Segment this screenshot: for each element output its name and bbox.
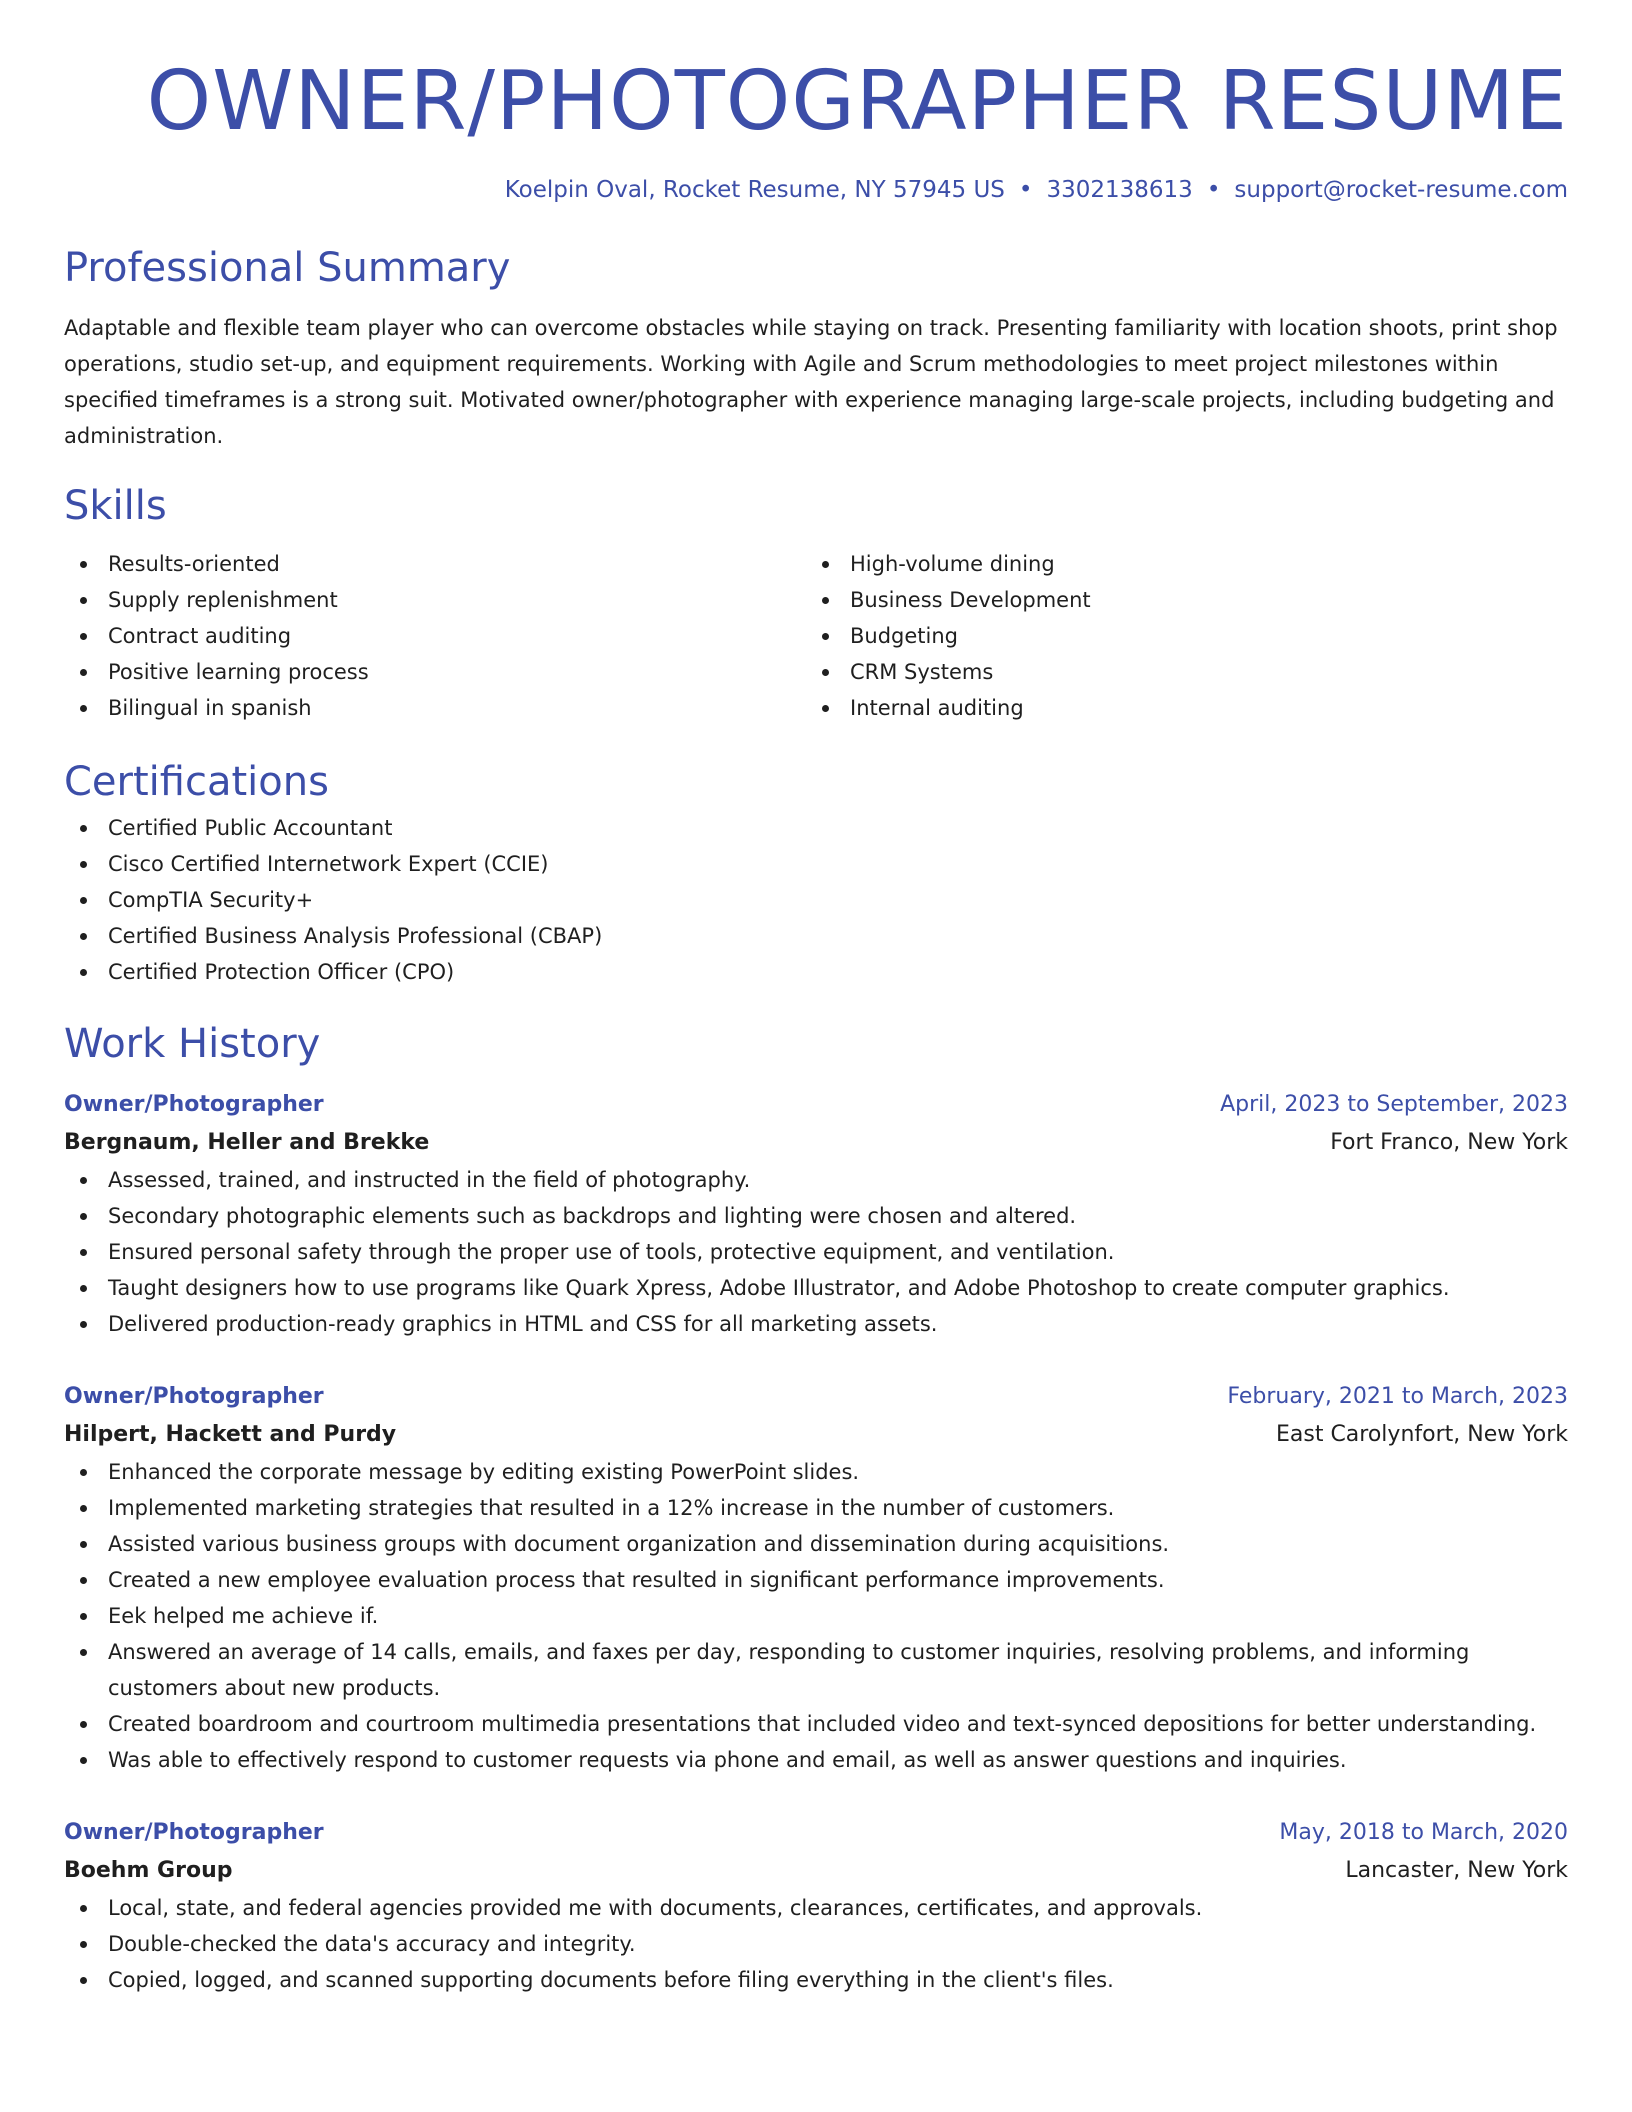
job-entry	[64, 1378, 1568, 1778]
skill-item: Results-oriented	[64, 546, 806, 582]
certifications-list	[64, 810, 1568, 990]
certification-item: Certified Public Accountant	[64, 810, 1568, 846]
skill-item: Positive learning process	[64, 654, 806, 690]
bullet-icon	[80, 1249, 87, 1256]
skill-item: High-volume dining	[806, 546, 1548, 582]
skill-item: Budgeting	[806, 618, 1548, 654]
bullet-icon	[80, 1469, 87, 1476]
skills-columns	[64, 546, 1568, 726]
job-duty-item: Answered an average of 14 calls, emails, and faxes per day, responding to customer inquiries, resolving problems, and informing customers about new products.	[64, 1634, 1568, 1706]
job-duty-item: Eek helped me achieve if.	[64, 1598, 1568, 1634]
resume-title: OWNER/PHOTOGRAPHER RESUME	[146, 54, 1568, 149]
job-location: Fort Franco, New York	[1330, 1130, 1568, 1155]
skill-item: Contract auditing	[64, 618, 806, 654]
skills-column-right	[806, 546, 1548, 726]
job-location: East Carolynfort, New York	[1275, 1422, 1568, 1447]
certification-item: Cisco Certified Internetwork Expert (CCIE)	[64, 846, 1568, 882]
job-dates: February, 2021 to March, 2023	[1227, 1384, 1568, 1409]
job-duty-item: Implemented marketing strategies that resulted in a 12% increase in the number of customers.	[64, 1490, 1568, 1526]
bullet-icon	[80, 633, 87, 640]
bullet-icon	[80, 669, 87, 676]
bullet-icon	[822, 597, 829, 604]
job-header-row	[64, 1378, 1568, 1416]
bullet-icon	[80, 1321, 87, 1328]
contact-separator: •	[1018, 177, 1033, 203]
certification-item: Certified Business Analysis Professional (CBAP)	[64, 918, 1568, 954]
job-company: Bergnaum, Heller and Brekke	[64, 1130, 430, 1155]
job-duty-item: Assisted various business groups with document organization and dissemination during acquisitions.	[64, 1526, 1568, 1562]
bullet-icon	[80, 1941, 87, 1948]
resume-page	[64, 0, 1568, 1998]
work-history-heading: Work History	[64, 1021, 321, 1067]
bullet-icon	[80, 1505, 87, 1512]
job-company-row	[64, 1416, 1568, 1454]
bullet-icon	[80, 1541, 87, 1548]
job-entry	[64, 1814, 1568, 1998]
job-duty-item: Assessed, trained, and instructed in the field of photography.	[64, 1162, 1568, 1198]
bullet-icon	[822, 561, 829, 568]
job-duty-item: Taught designers how to use programs like Quark Xpress, Adobe Illustrator, and Adobe Photoshop to create computer graphics.	[64, 1270, 1568, 1306]
bullet-icon	[80, 1977, 87, 1984]
job-location: Lancaster, New York	[1345, 1858, 1568, 1883]
skill-item: Internal auditing	[806, 690, 1548, 726]
bullet-icon	[80, 1177, 87, 1184]
skills-list-left	[64, 546, 806, 726]
job-duty-item: Created boardroom and courtroom multimedia presentations that included video and text-synced depositions for better understanding.	[64, 1706, 1568, 1742]
job-duties-list	[64, 1890, 1568, 1998]
job-duty-item: Secondary photographic elements such as backdrops and lighting were chosen and altered.	[64, 1198, 1568, 1234]
bullet-icon	[80, 705, 87, 712]
summary-heading: Professional Summary	[64, 245, 511, 291]
job-company: Boehm Group	[64, 1858, 233, 1883]
contact-phone[interactable]: 3302138613	[1046, 177, 1193, 203]
job-duties-list	[64, 1454, 1568, 1778]
job-dates: May, 2018 to March, 2020	[1279, 1820, 1568, 1845]
bullet-icon	[80, 897, 87, 904]
job-company-row	[64, 1124, 1568, 1162]
certifications-heading: Certifications	[64, 759, 329, 805]
contact-email[interactable]: support@rocket-resume.com	[1234, 177, 1568, 203]
job-title: Owner/Photographer	[64, 1384, 324, 1409]
bullet-icon	[80, 561, 87, 568]
skill-item: CRM Systems	[806, 654, 1548, 690]
certification-item: Certified Protection Officer (CPO)	[64, 954, 1568, 990]
job-duty-item: Created a new employee evaluation process that resulted in significant performance improvements.	[64, 1562, 1568, 1598]
bullet-icon	[80, 1285, 87, 1292]
bullet-icon	[80, 597, 87, 604]
job-duties-list	[64, 1162, 1568, 1342]
job-company: Hilpert, Hackett and Purdy	[64, 1422, 397, 1447]
skills-heading: Skills	[64, 483, 167, 529]
job-duty-item: Delivered production-ready graphics in HTML and CSS for all marketing assets.	[64, 1306, 1568, 1342]
job-header-row	[64, 1086, 1568, 1124]
certification-item: CompTIA Security+	[64, 882, 1568, 918]
bullet-icon	[822, 633, 829, 640]
bullet-icon	[822, 705, 829, 712]
job-entry	[64, 1086, 1568, 1342]
job-dates: April, 2023 to September, 2023	[1220, 1092, 1568, 1117]
contact-separator: •	[1206, 177, 1221, 203]
bullet-icon	[80, 1721, 87, 1728]
job-title: Owner/Photographer	[64, 1092, 324, 1117]
job-duty-item: Double-checked the data's accuracy and integrity.	[64, 1926, 1568, 1962]
skill-item: Business Development	[806, 582, 1548, 618]
contact-line	[64, 174, 1568, 206]
skill-item: Bilingual in spanish	[64, 690, 806, 726]
bullet-icon	[80, 1577, 87, 1584]
bullet-icon	[80, 933, 87, 940]
bullet-icon	[80, 1905, 87, 1912]
bullet-icon	[80, 861, 87, 868]
contact-address: Koelpin Oval, Rocket Resume, NY 57945 US	[504, 177, 1005, 203]
bullet-icon	[80, 1649, 87, 1656]
skill-item: Supply replenishment	[64, 582, 806, 618]
bullet-icon	[80, 1213, 87, 1220]
job-duty-item: Local, state, and federal agencies provided me with documents, clearances, certificates, and approvals.	[64, 1890, 1568, 1926]
job-title: Owner/Photographer	[64, 1820, 324, 1845]
bullet-icon	[80, 969, 87, 976]
job-duty-item: Copied, logged, and scanned supporting documents before filing everything in the client's files.	[64, 1962, 1568, 1998]
bullet-icon	[80, 1757, 87, 1764]
bullet-icon	[822, 669, 829, 676]
job-duty-item: Ensured personal safety through the proper use of tools, protective equipment, and ventilation.	[64, 1234, 1568, 1270]
job-duty-item: Was able to effectively respond to customer requests via phone and email, as well as answer questions and inquiries.	[64, 1742, 1568, 1778]
skills-list-right	[806, 546, 1548, 726]
job-duty-item: Enhanced the corporate message by editing existing PowerPoint slides.	[64, 1454, 1568, 1490]
summary-text: Adaptable and flexible team player who can overcome obstacles while staying on track. Presenting familiarity with location shoots, print shop operations, studio set-up, and equipment requirements. Working with Agile and Scrum methodologies to meet project milestones within specified timeframes is a strong suit. Motivated owner/photographer with experience managing large-scale projects, including budgeting and administration.	[64, 316, 1558, 448]
bullet-icon	[80, 1613, 87, 1620]
job-company-row	[64, 1852, 1568, 1890]
job-header-row	[64, 1814, 1568, 1852]
skills-column-left	[64, 546, 806, 726]
bullet-icon	[80, 825, 87, 832]
